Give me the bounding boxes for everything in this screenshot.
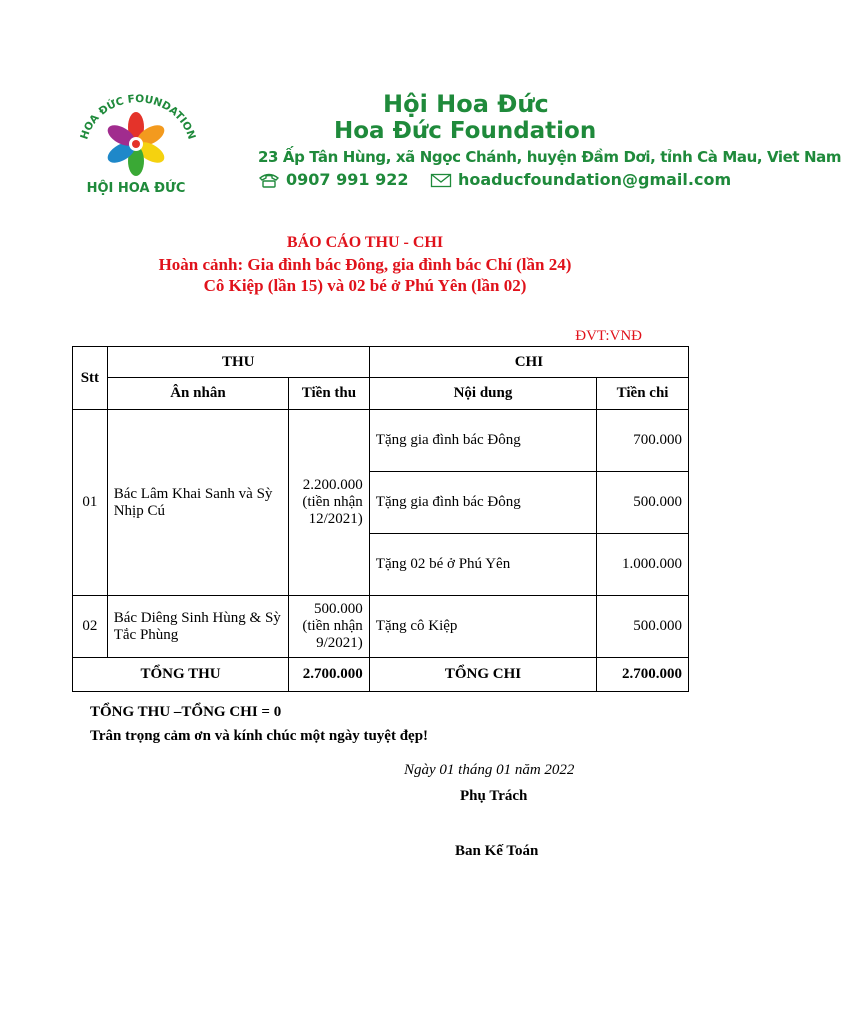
total-expense-label: TỔNG CHI bbox=[369, 658, 596, 692]
envelope-icon bbox=[430, 172, 452, 188]
row-amount-received bbox=[289, 596, 370, 658]
total-income-value: 2.700.000 bbox=[289, 658, 370, 692]
amount-value: 2.200.000 bbox=[302, 477, 363, 493]
org-email bbox=[430, 170, 731, 189]
row-expense-amount: 500.000 bbox=[597, 596, 689, 658]
logo-bottom-text: HỘI HOA ĐỨC bbox=[86, 181, 186, 196]
header-stt: Stt bbox=[73, 347, 108, 410]
row-donor: Bác Lâm Khai Sanh và Sỳ Nhịp Cú bbox=[107, 410, 288, 596]
row-donor: Bác Diêng Sinh Hùng & Sỳ Tắc Phùng bbox=[107, 596, 288, 658]
report-subtitle-1: Hoàn cảnh: Gia đình bác Đông, gia đình bác Chí (lần 24) bbox=[158, 255, 572, 274]
row-expense-content: Tặng gia đình bác Đông bbox=[369, 410, 596, 472]
phone-icon bbox=[258, 172, 280, 188]
row-expense-content: Tặng gia đình bác Đông bbox=[369, 472, 596, 534]
header-tien-thu: Tiền thu bbox=[289, 378, 370, 410]
org-name-vi: Hội Hoa Đức bbox=[383, 90, 549, 118]
amount-note: 12/2021) bbox=[308, 511, 363, 527]
header-noi-dung: Nội dung bbox=[369, 378, 596, 410]
header-tien-chi: Tiền chi bbox=[597, 378, 689, 410]
org-phone bbox=[258, 170, 408, 189]
row-expense-content: Tặng cô Kiệp bbox=[369, 596, 596, 658]
email-address: hoaducfoundation@gmail.com bbox=[458, 170, 732, 189]
row-amount-received bbox=[289, 410, 370, 596]
header-chi: CHI bbox=[369, 347, 688, 378]
table-row bbox=[73, 410, 689, 472]
table-row bbox=[73, 596, 689, 658]
row-expense-amount: 500.000 bbox=[597, 472, 689, 534]
phone-number: 0907 991 922 bbox=[286, 170, 409, 189]
balance-summary: TỔNG THU –TỔNG CHI = 0 bbox=[90, 704, 282, 720]
row-stt: 01 bbox=[73, 410, 108, 596]
report-title: BÁO CÁO THU - CHI bbox=[286, 234, 444, 251]
currency-unit: ĐVT:VNĐ bbox=[575, 328, 642, 344]
income-expense-table bbox=[72, 346, 689, 692]
logo-arc-text: HOA ĐỨC FOUNDATION bbox=[78, 93, 198, 141]
header-an-nhan: Ân nhân bbox=[107, 378, 288, 410]
totals-row bbox=[73, 658, 689, 692]
report-date: Ngày 01 tháng 01 năm 2022 bbox=[404, 762, 575, 778]
row-expense-amount: 1.000.000 bbox=[597, 534, 689, 596]
org-address: 23 Ấp Tân Hùng, xã Ngọc Chánh, huyện Đầm Dơi, tỉnh Cà Mau, Viet Nam bbox=[258, 148, 841, 166]
total-expense-value: 2.700.000 bbox=[597, 658, 689, 692]
amount-note: 9/2021) bbox=[316, 635, 363, 651]
row-stt: 02 bbox=[73, 596, 108, 658]
org-name-en: Hoa Đức Foundation bbox=[334, 118, 597, 144]
amount-note: (tiền nhận bbox=[302, 494, 363, 510]
row-expense-amount: 700.000 bbox=[597, 410, 689, 472]
report-subtitle-2: Cô Kiệp (lần 15) và 02 bé ở Phú Yên (lần 02) bbox=[203, 276, 527, 295]
foundation-logo bbox=[72, 88, 200, 200]
thanks-note: Trân trọng cảm ơn và kính chúc một ngày tuyệt đẹp! bbox=[90, 728, 429, 744]
amount-value: 500.000 bbox=[314, 601, 363, 617]
signer-name: Ban Kế Toán bbox=[455, 843, 539, 859]
flower-logo-icon bbox=[72, 88, 200, 200]
header-thu: THU bbox=[107, 347, 369, 378]
amount-note: (tiền nhận bbox=[302, 618, 363, 634]
total-income-label: TỔNG THU bbox=[73, 658, 289, 692]
row-expense-content: Tặng 02 bé ở Phú Yên bbox=[369, 534, 596, 596]
signer-title: Phụ Trách bbox=[460, 788, 528, 804]
